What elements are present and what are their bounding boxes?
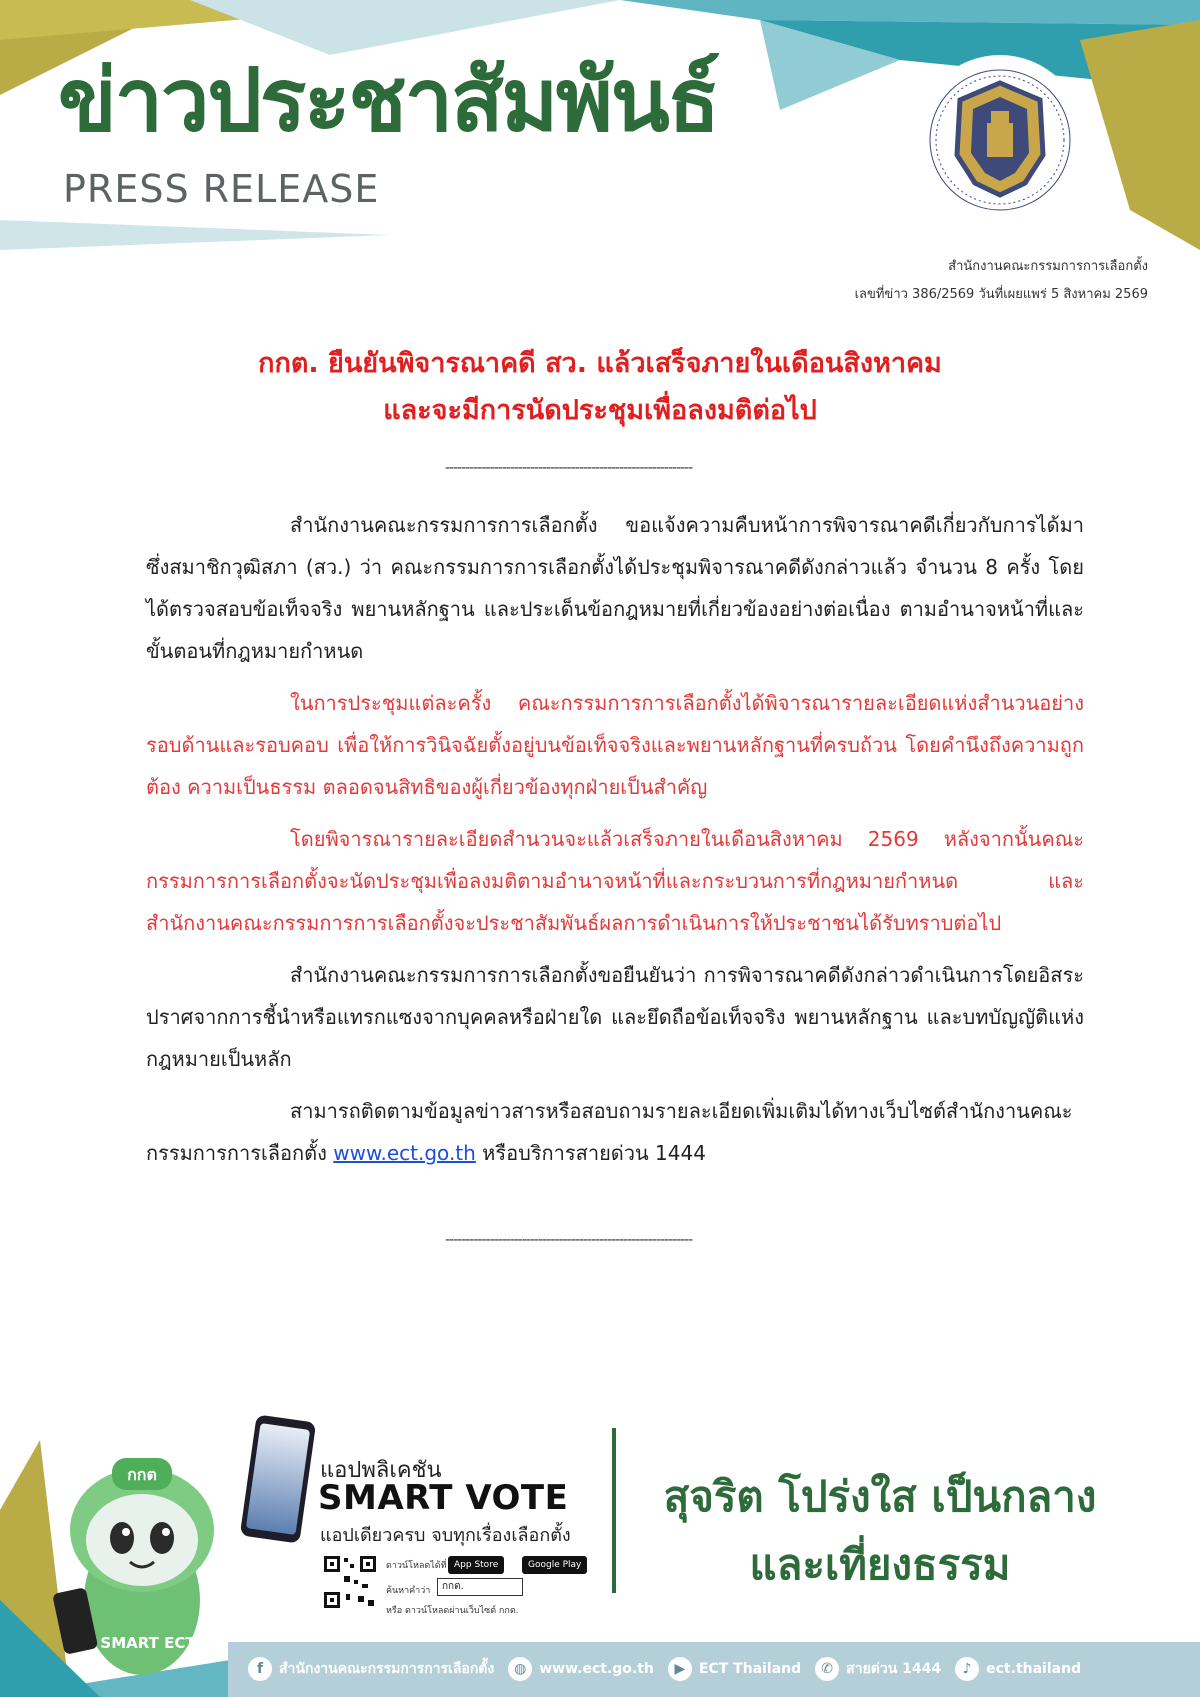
mascot-shirt-text: SMART ECT [100,1634,196,1652]
contact-facebook[interactable] [248,1657,494,1681]
globe-icon: ◍ [508,1657,532,1681]
contact-hotline[interactable] [815,1657,941,1681]
ect-emblem-icon [925,65,1075,215]
footer-contacts [248,1650,1081,1688]
contact-label: ECT Thailand [698,1661,802,1677]
ect-seal-logo [915,55,1085,225]
store-hint: ดาวน์โหลดได้ที่ [386,1561,447,1571]
press-release-title-en: PRESS RELEASE [63,167,380,211]
press-release-title-th: ข่าวประชาสัมพันธ์ [58,51,719,151]
mascot-badge-text: กกต [127,1465,157,1484]
tiktok-icon: ♪ [955,1657,979,1681]
divider-bottom: ------------------------------------------------------------- [445,1232,693,1248]
phone-icon: ✆ [815,1657,839,1681]
search-hint: ค้นหาคำว่า [386,1586,431,1596]
contact-tiktok[interactable] [955,1657,1081,1681]
smart-ect-mascot [50,1430,230,1680]
contact-label: www.ect.go.th [539,1661,654,1677]
google-play-badge[interactable]: Google Play [522,1556,587,1574]
contact-youtube[interactable] [668,1657,801,1681]
divider-top: ------------------------------------------------------------- [445,460,693,476]
contact-label: สำนักงานคณะกรรมการการเลือกตั้ง [279,1661,495,1677]
facebook-icon: f [248,1657,272,1681]
app-name: SMART VOTE [318,1478,569,1518]
headline-line-2: และจะมีการนัดประชุมเพื่อลงมติต่อไป [383,395,817,426]
paragraph-5-text: สามารถติดตามข้อมูลข่าวสารหรือสอบถามรายละเอียดเพิ่มเติมได้ทางเว็บไซต์สำนักงานคณะกรรมการการเลือกตั้ง [146,1099,1073,1165]
headline-line-1: กกต. ยืนยันพิจารณาคดี สว. แล้วเสร็จภายในเดือนสิงหาคม [258,348,942,379]
contact-label: ect.thailand [986,1661,1082,1677]
app-search-term: กกต. [437,1578,523,1596]
qr-code-icon[interactable] [322,1554,378,1610]
article-body [146,504,1084,1184]
ect-slogan [630,1463,1130,1599]
paragraph-5 [146,1090,1084,1174]
paragraph-3: โดยพิจารณารายละเอียดสำนวนจะแล้วเสร็จภายในเดือนสิงหาคม 2569 หลังจากนั้นคณะกรรมการการเลือกตั้งจะนัดประชุมเพื่อลงมติตามอำนาจหน้าที่และกระบวนการที่กฎหมายกำหนด และสำนักงานคณะกรรมการการเลือกตั้งจะประชาสัมพันธ์ผลการดำเนินการให้ประชาชนได้รับทราบต่อไป [146,827,1084,935]
slogan-line-2: และเที่ยงธรรม [749,1540,1011,1589]
meta-office: สำนักงานคณะกรรมการการเลือกตั้ง [948,259,1148,274]
footer-divider [612,1428,616,1593]
paragraph-1: สำนักงานคณะกรรมการการเลือกตั้ง ขอแจ้งความคืบหน้าการพิจารณาคดีเกี่ยวกับการได้มาซึ่งสมาชิกวุฒิสภา (สว.) ว่า คณะกรรมการการเลือกตั้งได้ประชุมพิจารณาคดีดังกล่าวแล้ว จำนวน 8 ครั้ง โดยได้ตรวจสอบข้อเท็จจริง พยานหลักฐาน และประเด็นข้อกฎหมายที่เกี่ยวข้องอย่างต่อเนื่อง ตามอำนาจหน้าที่และขั้นตอนที่กฎหมายกำหนด [146,513,1084,663]
paragraph-5-hotline: หรือบริการสายด่วน 1444 [475,1141,706,1165]
ect-website-link[interactable]: www.ect.go.th [333,1141,476,1165]
web-download-hint: หรือ ดาวน์โหลดผ่านเว็บไซต์ กกต. [386,1606,519,1616]
paragraph-2: ในการประชุมแต่ละครั้ง คณะกรรมการการเลือกตั้งได้พิจารณารายละเอียดแห่งสำนวนอย่างรอบด้านและรอบคอบ เพื่อให้การวินิจฉัยตั้งอยู่บนข้อเท็จจริงและพยานหลักฐานที่ครบถ้วน โดยคำนึงถึงความถูกต้อง ความเป็นธรรม ตลอดจนสิทธิของผู้เกี่ยวข้องทุกฝ่ายเป็นสำคัญ [146,691,1084,799]
app-store-badge[interactable]: App Store [448,1556,504,1574]
app-tagline: แอปเดียวครบ จบทุกเรื่องเลือกตั้ง [320,1525,571,1546]
play-icon: ▶ [668,1657,692,1681]
release-meta [855,253,1148,309]
headline [0,340,1200,434]
app-label: แอปพลิเคชัน [320,1458,442,1483]
slogan-line-1: สุจริต โปร่งใส เป็นกลาง [663,1472,1097,1521]
contact-website[interactable] [508,1657,654,1681]
paragraph-4: สำนักงานคณะกรรมการการเลือกตั้งขอยืนยันว่า การพิจารณาคดีดังกล่าวดำเนินการโดยอิสระ ปราศจากการชี้นำหรือแทรกแซงจากบุคคลหรือฝ่ายใด และยึดถือข้อเท็จจริง พยานหลักฐาน และบทบัญญัติแห่งกฎหมายเป็นหลัก [146,963,1084,1071]
contact-label: สายด่วน 1444 [846,1661,942,1677]
meta-release-line: เลขที่ข่าว 386/2569 วันที่เผยแพร่ 5 สิงหาคม 2569 [854,287,1148,302]
